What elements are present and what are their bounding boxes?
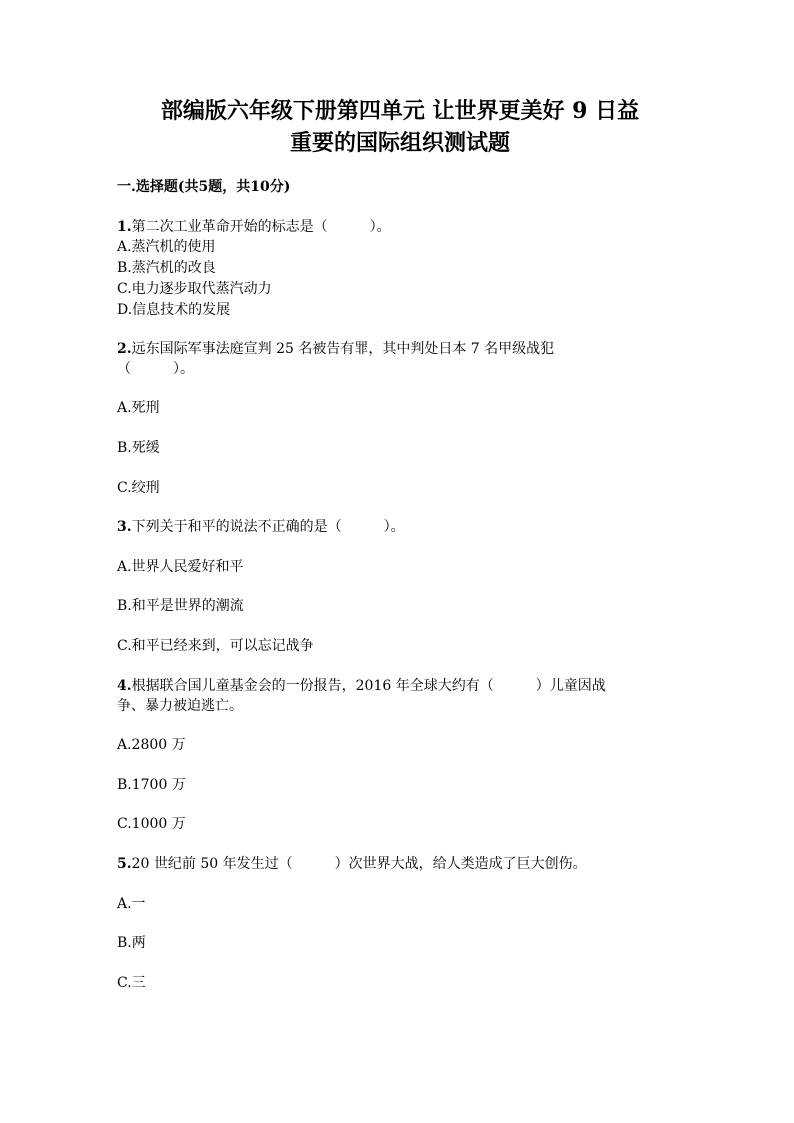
question-1-option-b: B.蒸汽机的改良 — [117, 260, 216, 276]
question-4-stem — [117, 676, 606, 696]
question-number: 3. — [117, 519, 132, 535]
question-2-stem — [117, 339, 554, 359]
question-5-stem — [117, 854, 587, 874]
question-number: 5. — [117, 856, 132, 872]
question-4-option-b: B.1700 万 — [117, 777, 186, 793]
question-3-option-b: B.和平是世界的潮流 — [117, 598, 244, 614]
question-2-option-c: C.绞刑 — [117, 480, 160, 496]
question-2-option-b: B.死缓 — [117, 440, 160, 456]
question-3-option-a: A.世界人民爱好和平 — [117, 559, 244, 575]
question-number: 4. — [117, 678, 132, 694]
question-number: 2. — [117, 341, 132, 357]
section-heading: 一.选择题(共5题，共10分) — [117, 179, 291, 195]
question-4-stem-continued: 争、暴力被迫逃亡。 — [117, 698, 243, 714]
question-1-option-d: D.信息技术的发展 — [117, 302, 231, 318]
question-number: 1. — [117, 219, 132, 235]
question-5-option-a: A.一 — [117, 896, 146, 912]
question-1-stem — [117, 217, 391, 237]
question-4-option-a: A.2800 万 — [117, 737, 186, 753]
question-2-option-a: A.死刑 — [117, 400, 160, 416]
question-text: 20 世纪前 50 年发生过（ ）次世界大战，给人类造成了巨大创伤。 — [131, 856, 587, 872]
question-text: 下列关于和平的说法不正确的是（ ）。 — [131, 519, 405, 535]
question-3-stem — [117, 517, 405, 537]
question-text: 根据联合国儿童基金会的一份报告，2016 年全球大约有（ ）儿童因战 — [131, 678, 606, 694]
question-5-option-b: B.两 — [117, 935, 146, 951]
question-1-option-c: C.电力逐步取代蒸汽动力 — [117, 281, 272, 297]
question-3-option-c: C.和平已经来到，可以忘记战争 — [117, 638, 314, 654]
page-title-line-2: 重要的国际组织测试题 — [289, 130, 510, 156]
question-text: 远东国际军事法庭宣判 25 名被告有罪，其中判处日本 7 名甲级战犯 — [131, 341, 555, 357]
question-text: 第二次工业革命开始的标志是（ ）。 — [131, 219, 391, 235]
question-2-stem-continued: （ ）。 — [117, 361, 194, 377]
question-1-option-a: A.蒸汽机的使用 — [117, 239, 216, 255]
question-4-option-c: C.1000 万 — [117, 816, 186, 832]
question-5-option-c: C.三 — [117, 975, 146, 991]
page-title-line-1: 部编版六年级下册第四单元 让世界更美好 9 日益 — [160, 98, 640, 124]
